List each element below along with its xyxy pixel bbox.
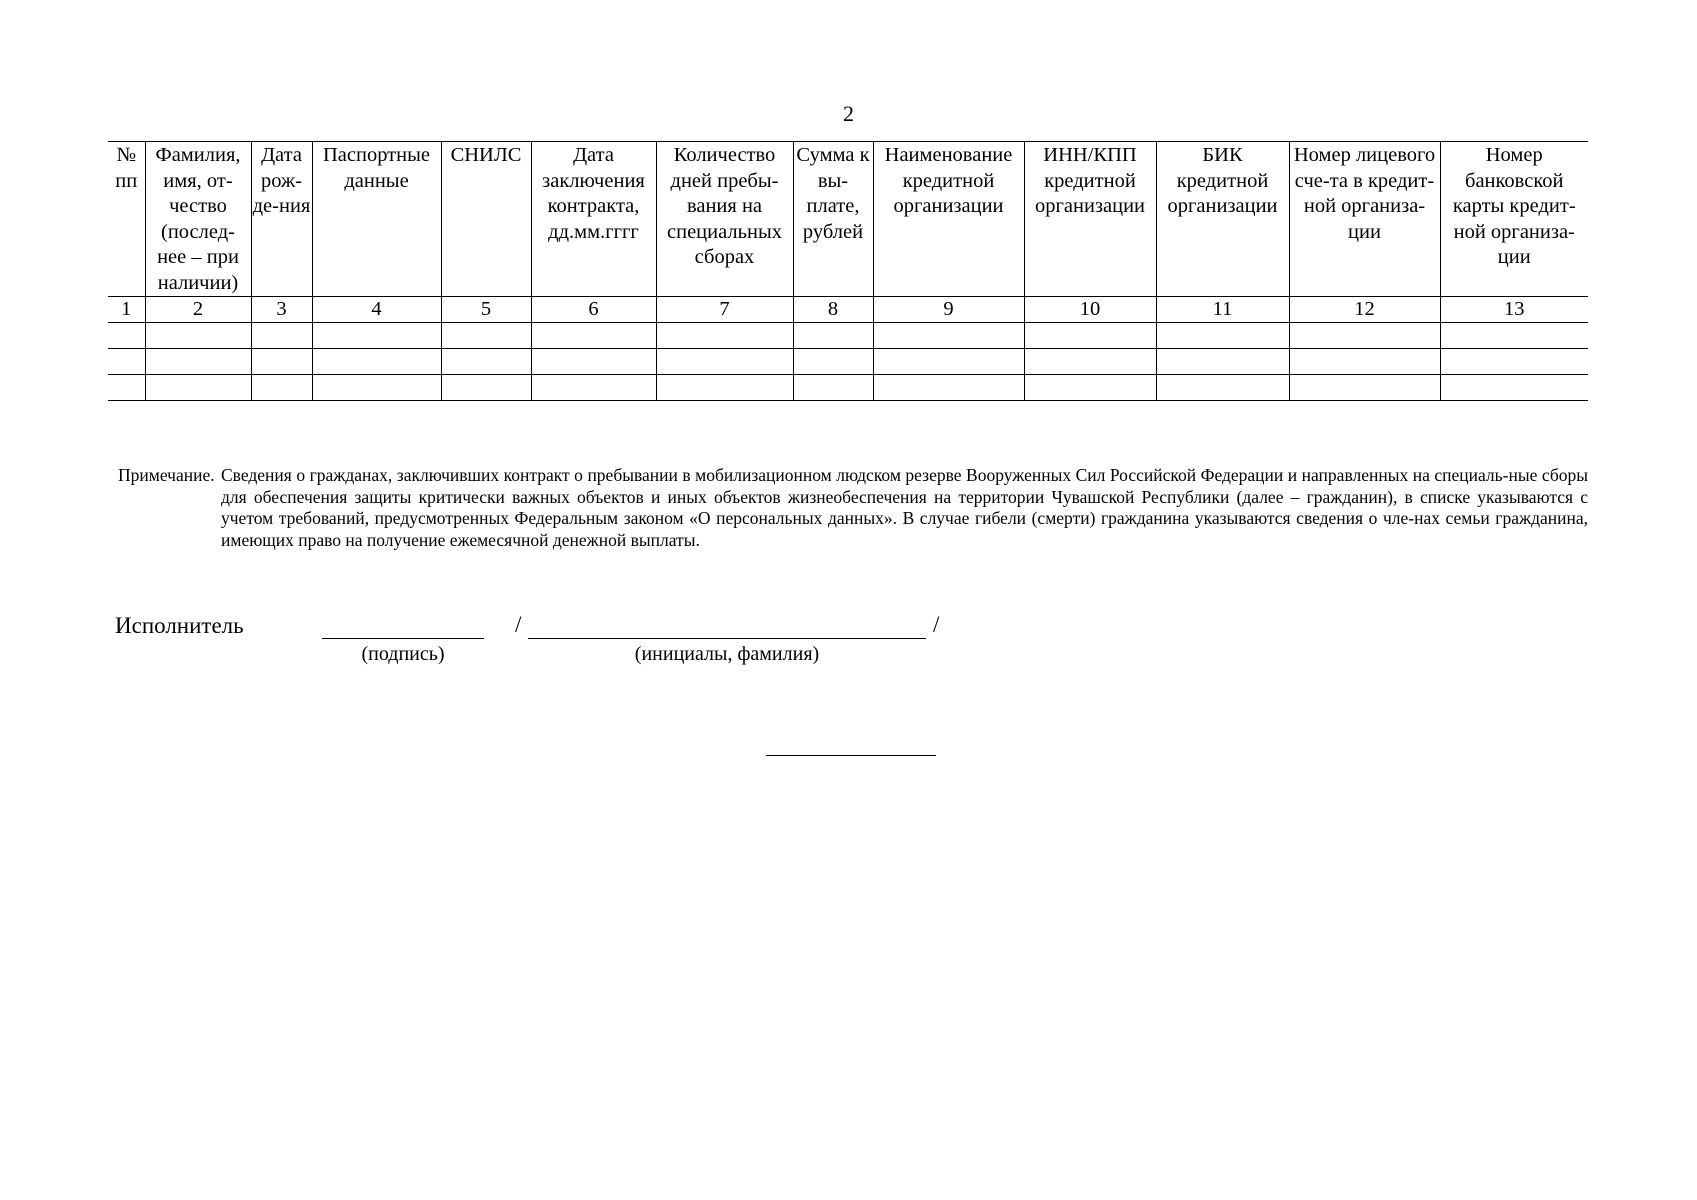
table-cell [1440,375,1588,401]
signature-line [322,638,484,639]
table-cell [1024,375,1156,401]
header-cell: Дата заключения контракта, дд.мм.гггг [531,142,656,297]
table-cell [873,349,1024,375]
table-cell [1024,349,1156,375]
column-number: 12 [1289,297,1440,323]
table-cell [441,375,531,401]
table-cell [1156,323,1289,349]
table-cell [145,375,251,401]
header-cell: Номер банковской карты кредит-ной организа-ции [1440,142,1588,297]
table-cell [531,349,656,375]
table-cell [145,323,251,349]
table-cell [1289,323,1440,349]
header-cell: Сумма к вы-плате, рублей [793,142,873,297]
table-cell [145,349,251,375]
table-row [108,375,1588,401]
table-cell [531,375,656,401]
column-number: 13 [1440,297,1588,323]
column-number: 11 [1156,297,1289,323]
table-cell [108,323,145,349]
table-cell [312,349,441,375]
table-cell [1024,323,1156,349]
table-cell [1289,349,1440,375]
page-number: 2 [843,101,854,126]
header-cell: Количество дней пребы-вания на специальных сборах [656,142,793,297]
header-cell: № пп [108,142,145,297]
header-cell: Наименование кредитной организации [873,142,1024,297]
table-row [108,323,1588,349]
name-line [528,638,926,639]
table-cell [1440,323,1588,349]
table-row [108,349,1588,375]
table-cell [441,349,531,375]
table-cell [1440,349,1588,375]
separator-slash: / [933,612,940,637]
table-cell [251,349,312,375]
table-cell [251,323,312,349]
table-cell [108,375,145,401]
signature-caption: (подпись) [361,643,445,665]
table-cell [656,375,793,401]
table-cell [312,375,441,401]
table-cell [312,323,441,349]
note-label: Примечание. [118,465,215,485]
column-number: 9 [873,297,1024,323]
table-cell [656,349,793,375]
table-cell [531,323,656,349]
column-number-row [108,297,1588,323]
header-cell: ИНН/КПП кредитной организации [1024,142,1156,297]
separator-slash: / [515,612,522,637]
table-cell [793,375,873,401]
column-number: 1 [108,297,145,323]
column-number: 6 [531,297,656,323]
header-cell: Фамилия, имя, от-чество (послед-нее – при наличии) [145,142,251,297]
note-text: Сведения о гражданах, заключивших контракт о пребывании в мобилизационном людском резерве Вооруженных Сил Российской Федерации и направленных на специаль-ные сборы для обеспечения защиты критически важных объектов и иных объектов жизнеобеспечения на территории Чувашской Республики (далее – гражданин), в списке указываются с учетом требований, предусмотренных Федеральным законом «О персональных данных». В случае гибели (смерти) гражданина указываются сведения о чле-нах семьи гражданина, имеющих право на получение ежемесячной денежной выплаты. [221,465,1588,550]
table-header-row [108,142,1588,297]
header-cell: Дата рож-де-ния [251,142,312,297]
header-cell: СНИЛС [441,142,531,297]
table-cell [873,323,1024,349]
table-cell [793,323,873,349]
column-number: 4 [312,297,441,323]
table-cell [251,375,312,401]
column-number: 10 [1024,297,1156,323]
column-number: 2 [145,297,251,323]
note [118,465,1588,551]
table-cell [873,375,1024,401]
table-cell [108,349,145,375]
column-number: 8 [793,297,873,323]
closing-divider [766,755,936,756]
column-number: 5 [441,297,531,323]
table-cell [1289,375,1440,401]
table-cell [441,323,531,349]
name-caption: (инициалы, фамилия) [634,643,820,665]
header-cell: Паспортные данные [312,142,441,297]
table-cell [793,349,873,375]
table-cell [1156,349,1289,375]
table-cell [656,323,793,349]
citizens-table [108,141,1588,401]
table-cell [1156,375,1289,401]
header-cell: БИК кредитной организации [1156,142,1289,297]
column-number: 7 [656,297,793,323]
column-number: 3 [251,297,312,323]
executor-label: Исполнитель [115,613,244,638]
header-cell: Номер лицевого сче-та в кредит-ной организа-ции [1289,142,1440,297]
